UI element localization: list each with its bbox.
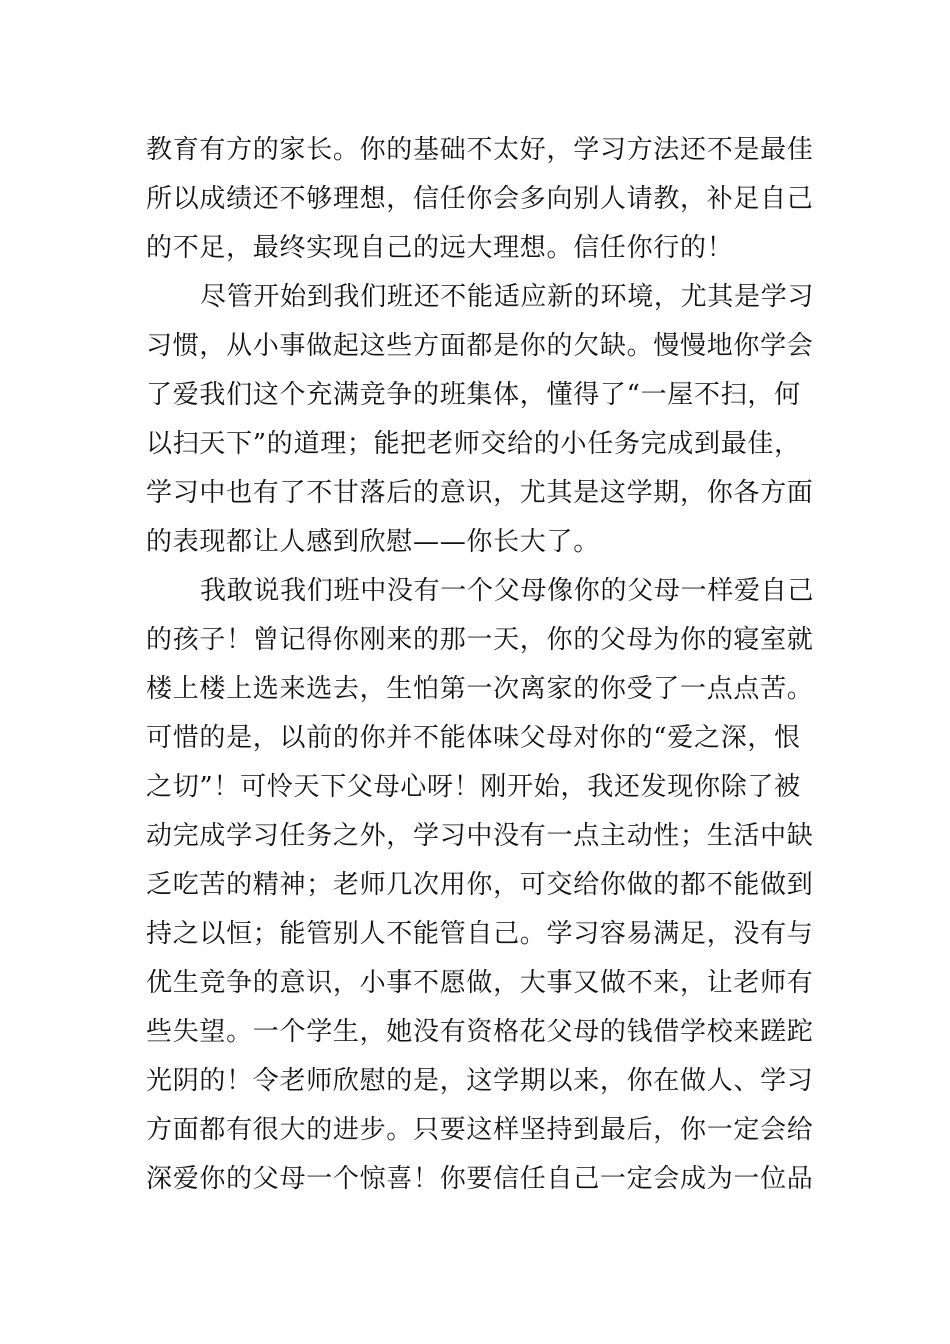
text-line: 乏吃苦的精神；老师几次用你，可交给你做的都不能做到 [146, 870, 814, 900]
text-line: 深爱你的父母一个惊喜！你要信任自己一定会成为一位品 [146, 1164, 814, 1194]
text-line: 光阴的！令老师欣慰的是，这学期以来，你在做人、学习 [146, 1066, 814, 1096]
text-line: 学习中也有了不甘落后的意识，尤其是这学期，你各方面 [146, 478, 814, 508]
text-line: 的孩子！曾记得你刚来的那一天，你的父母为你的寝室就 [146, 625, 814, 655]
text-line: 尽管开始到我们班还不能适应新的环境，尤其是学习 [200, 282, 815, 312]
paragraph-3 [146, 567, 815, 1204]
text-line: 方面都有很大的进步。只要这样坚持到最后，你一定会给 [146, 1115, 814, 1145]
text-line: 动完成学习任务之外，学习中没有一点主动性；生活中缺 [146, 821, 814, 851]
document-body [146, 126, 815, 1204]
text-line: 所以成绩还不够理想，信任你会多向别人请教，补足自己 [146, 184, 814, 214]
text-line: 之切”！可怜天下父母心呀！刚开始，我还发现你除了被 [146, 772, 801, 802]
text-line: 了爱我们这个充满竞争的班集体，懂得了“一屋不扫，何 [146, 380, 801, 410]
text-line: 优生竞争的意识，小事不愿做，大事又做不来，让老师有 [146, 968, 814, 998]
text-line: 习惯，从小事做起这些方面都是你的欠缺。慢慢地你学会 [146, 331, 814, 361]
text-line: 我敢说我们班中没有一个父母像你的父母一样爱自己 [200, 576, 815, 606]
text-line: 的表现都让人感到欣慰——你长大了。 [146, 527, 600, 557]
text-line: 的不足，最终实现自己的远大理想。信任你行的！ [146, 233, 734, 263]
text-line: 可惜的是，以前的你并不能体味父母对你的“爱之深，恨 [146, 723, 801, 753]
text-line: 以扫天下”的道理；能把老师交给的小任务完成到最佳， [146, 429, 801, 459]
paragraph-1 [146, 126, 814, 273]
text-line: 楼上楼上选来选去，生怕第一次离家的你受了一点点苦。 [146, 674, 814, 704]
text-line: 持之以恒；能管别人不能管自己。学习容易满足，没有与 [146, 919, 814, 949]
text-line: 些失望。一个学生，她没有资格花父母的钱借学校来蹉跎 [146, 1017, 814, 1047]
text-line: 教育有方的家长。你的基础不太好，学习方法还不是最佳 [146, 135, 814, 165]
paragraph-2 [146, 273, 815, 567]
